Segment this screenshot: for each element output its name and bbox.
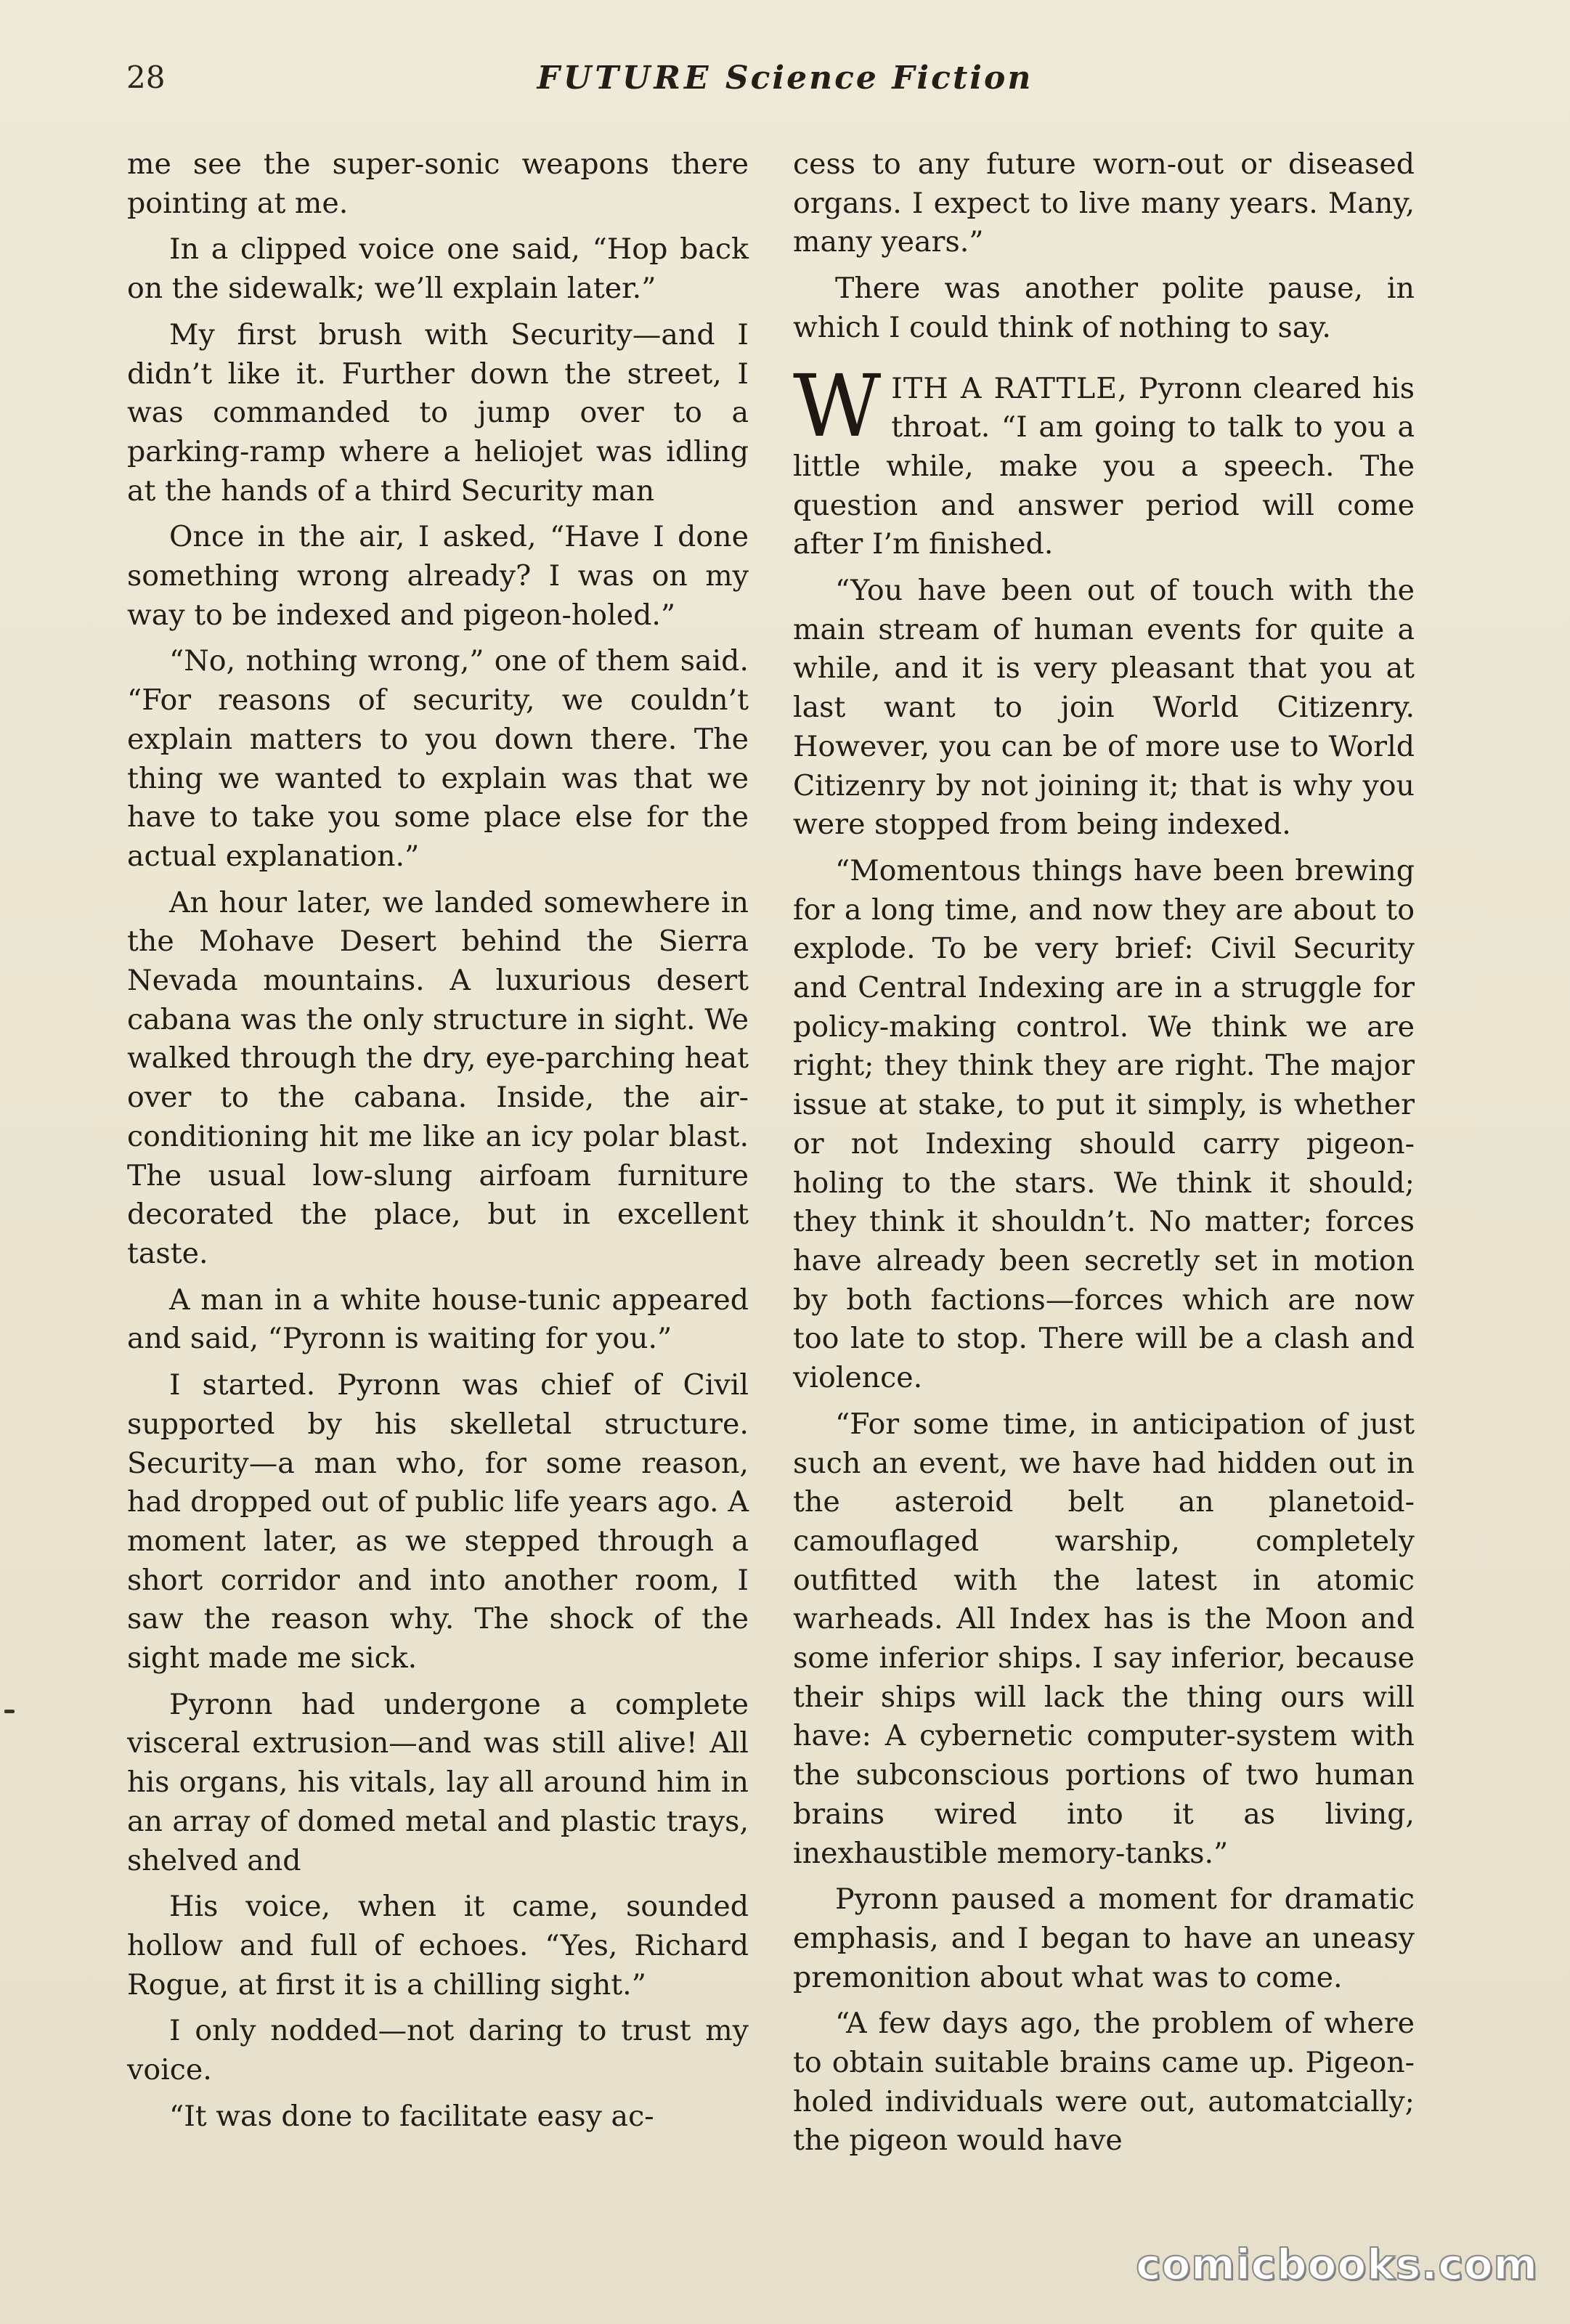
paragraph: His voice, when it came, sounded hollow and full of echoes. “Yes, Richard Rogue, at first it is a chilling sight.”	[127, 1890, 749, 2002]
paragraph: Once in the air, I asked, “Have I done something wrong already? I was on my way to be indexed and pigeon-holed.”	[127, 520, 749, 632]
paragraph: In a clipped voice one said, “Hop back on the sidewalk; we’ll explain later.”	[127, 232, 749, 306]
paragraph: “You have been out of touch with the main stream of human events for quite a while, and it is very pleasant that you at last want to join World Citizenry. However, you can be of more use to World Citizenry by not joining it; that is why you were stopped from being indexed.	[793, 574, 1415, 842]
paragraph: I only nodded—not daring to trust my voice.	[127, 2014, 749, 2087]
paragraph: cess to any future worn-out or diseased organs. I expect to live many years. Many, many years.”	[793, 147, 1415, 259]
paragraph: My first brush with Security—and I didn’t like it. Further down the street, I was commanded to jump over to a parking-ramp where a heliojet was idling at the hands of a third Security man	[127, 317, 749, 508]
left-text-column	[127, 145, 749, 2143]
section-opening-paragraph	[793, 355, 1415, 565]
paragraph: I started. Pyronn was chief of Civil supported by his skelletal structure. Security—a man who, for some reason, had dropped out of public life years ago. A moment later, as we stepped through a short corridor and into another room, I saw the reason why. The shock of the sight made me sick.	[127, 1368, 749, 1675]
running-head	[0, 60, 1570, 97]
paragraph: An hour later, we landed somewhere in the Mohave Desert behind the Sierra Nevada mountains. A luxurious desert cabana was the only structure in sight. We walked through the dry, eye-parching heat over to the cabana. Inside, the air-conditioning hit me like an icy polar blast. The usual low-slung airfoam furniture decorated the place, but in excellent taste.	[127, 885, 749, 1270]
paragraph: A man in a white house-tunic appeared and said, “Pyronn is waiting for you.”	[127, 1283, 749, 1356]
paragraph: Pyronn paused a moment for dramatic emphasis, and I began to have an uneasy premonition about what was to come.	[793, 1882, 1415, 1994]
paragraph: “No, nothing wrong,” one of them said. “For reasons of security, we couldn’t explain matters to you down there. The thing we wanted to explain was that we have to take you some place else for the actual explanation.”	[127, 644, 749, 873]
small-caps-lead: ITH A RATTLE,	[891, 371, 1128, 405]
paragraph: “A few days ago, the problem of where to obtain suitable brains came up. Pigeon-holed individuals were out, automatcially; the pigeon would have	[793, 2007, 1415, 2158]
page-number: 28	[126, 60, 166, 95]
magazine-title-word: FUTURE	[537, 60, 712, 97]
paragraph: me see the super-sonic weapons there pointing at me.	[127, 147, 749, 220]
drop-cap: W	[793, 355, 882, 456]
paragraph: “Momentous things have been brewing for a long time, and now they are about to explode. To be very brief: Civil Security and Central Indexing are in a struggle for policy-making control. We think we are right; they think they are right. The major issue at stake, to put it simply, is whether or not Indexing should carry pigeon-holing to the stars. We think it should; they think it shouldn’t. No matter; forces have already been secretly set in motion by both factions—forces which are now too late to stop. There will be a clash and violence.	[793, 853, 1415, 1395]
paragraph: “It was done to facilitate easy ac-	[169, 2099, 654, 2133]
right-text-column	[793, 145, 1415, 2168]
paragraph: There was another polite pause, in which I could think of nothing to say.	[793, 272, 1415, 344]
paragraph: Pyronn had undergone a complete visceral extrusion—and was still alive! All his organs, his vitals, lay all around him in an array of domed metal and plastic trays, shelved and	[127, 1687, 749, 1877]
page-header	[0, 60, 1570, 110]
ink-speck	[4, 1710, 15, 1713]
watermark-logo: comicbooks.com	[1136, 2240, 1538, 2289]
magazine-title-rest: Science Fiction	[725, 60, 1033, 97]
paragraph-text: Pyronn cleared his throat. “I am going to talk to you a little while, make you a speech. The question and answer period will come after I’m finished.	[793, 371, 1415, 561]
paragraph: “For some time, in anticipation of just such an event, we have had hidden out in the asteroid belt an planetoid-camouflaged warship, completely outfitted with the latest in atomic warheads. All Index has is the Moon and some inferior ships. I say inferior, because their ships will lack the thing ours will have: A cybernetic computer-system with the subconscious portions of two human brains wired into it as living, inexhaustible memory-tanks.”	[793, 1407, 1415, 1870]
